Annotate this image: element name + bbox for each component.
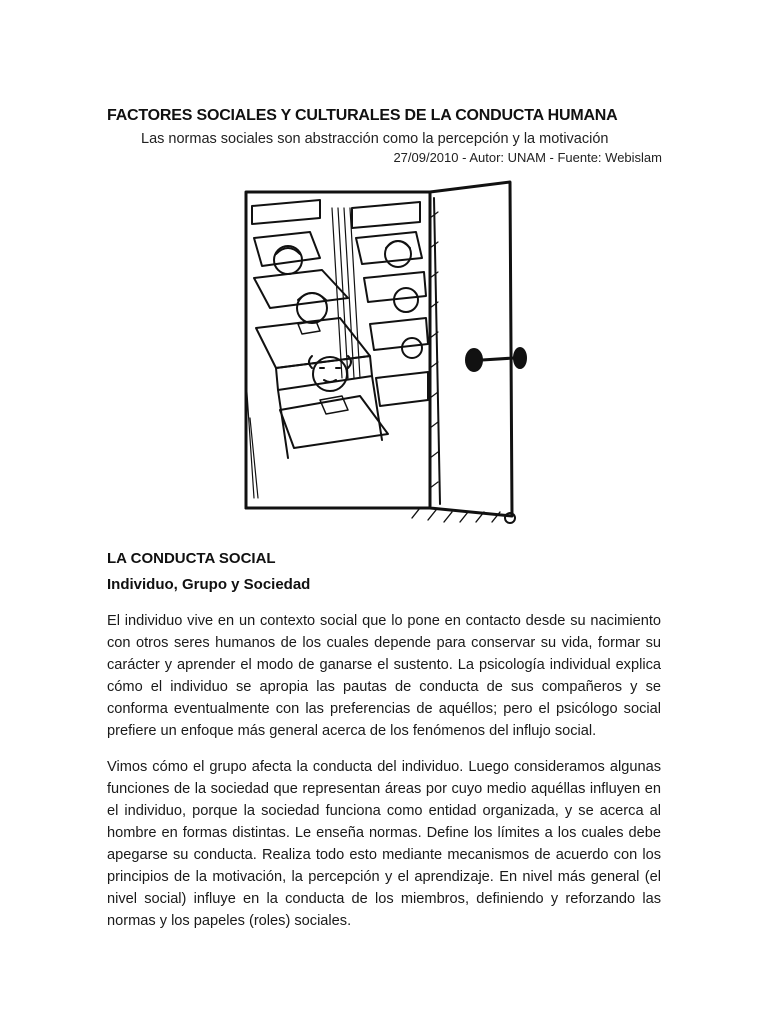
section-heading: LA CONDUCTA SOCIAL (107, 550, 276, 567)
classroom-door-illustration (240, 178, 530, 534)
paragraph: El individuo vive en un contexto social que lo pone en contacto desde su nacimiento con otros seres humanos de los cuales depende para conservar su vida, formar su carácter y aprender el modo de ganarse el sustento. La psicología individual explica cómo el individuo se apropia las pautas de conducta de sus compañeros y se conforma eventualmente con las preferencias de aquéllos; pero el psicólogo social prefiere un enfoque más general acerca de los fenómenos del influjo social. (107, 613, 661, 739)
article-subtitle: Las normas sociales son abstracción como la percepción y la motivación (141, 131, 609, 147)
paragraph: Vimos cómo el grupo afecta la conducta del individuo. Luego consideramos algunas funciones de la sociedad que representan áreas por cuyo medio aquéllas influyen en el individuo, porque la sociedad funciona como entidad organizada, y se acerca al hombre en formas distintas. Le enseña normas. Define los límites a los cuales debe apegarse su conducta. Realiza todo esto mediante mecanismos de acuerdo con los principios de la motivación, la percepción y el aprendizaje. En nivel más general (el nivel social) influye en la conducta de los miembros, definiendo y reforzando las normas y los papeles (roles) sociales. (107, 759, 661, 929)
article-meta: 27/09/2010 - Autor: UNAM - Fuente: Webislam (393, 150, 662, 165)
article-title: FACTORES SOCIALES Y CULTURALES DE LA CONDUCTA HUMANA (107, 107, 618, 124)
section-subheading: Individuo, Grupo y Sociedad (107, 576, 311, 593)
